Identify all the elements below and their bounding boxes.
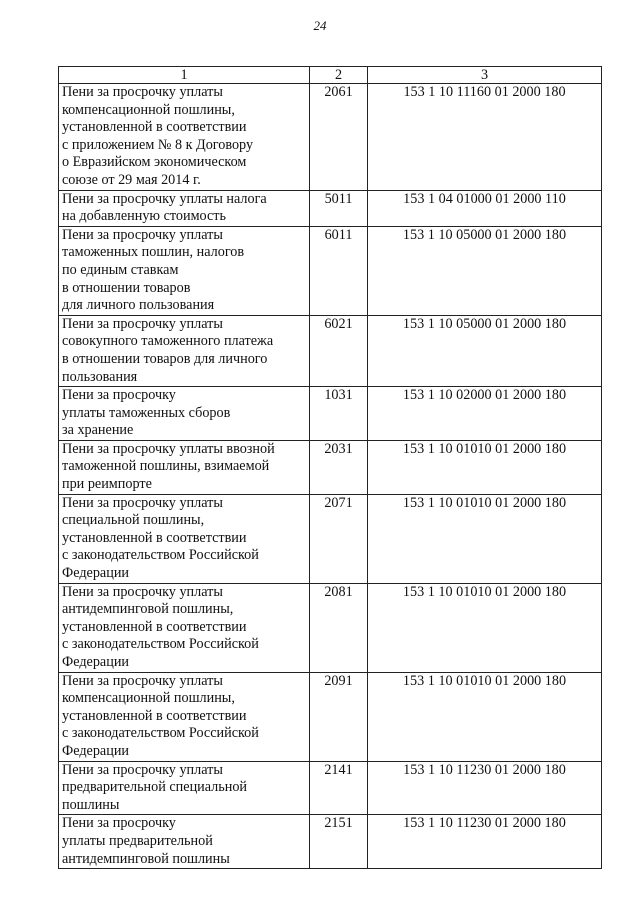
payment-code: 6011 <box>310 226 368 315</box>
column-header-3: 3 <box>368 67 602 84</box>
payment-code: 2151 <box>310 815 368 869</box>
payment-code: 2081 <box>310 583 368 672</box>
table-row <box>59 190 602 226</box>
table-row <box>59 494 602 583</box>
column-header-1: 1 <box>59 67 310 84</box>
budget-classification-code: 153 1 10 01010 01 2000 180 <box>368 672 602 761</box>
payment-code: 2061 <box>310 84 368 191</box>
payment-name: Пени за просрочку уплаты таможенных пошлин, налогов по единым ставкам в отношении товаров для личного пользования <box>59 226 310 315</box>
payment-name: Пени за просрочку уплаты компенсационной пошлины, установленной в соответствии с приложением № 8 к Договору о Евразийском экономическом союзе от 29 мая 2014 г. <box>59 84 310 191</box>
page-number: 24 <box>313 18 327 33</box>
budget-classification-code: 153 1 10 11160 01 2000 180 <box>368 84 602 191</box>
payment-code: 2091 <box>310 672 368 761</box>
budget-classification-code: 153 1 10 11230 01 2000 180 <box>368 761 602 815</box>
payment-name: Пени за просрочку уплаты предварительной антидемпинговой пошлины <box>59 815 310 869</box>
table-row <box>59 440 602 494</box>
payment-code: 1031 <box>310 387 368 441</box>
budget-classification-code: 153 1 10 01010 01 2000 180 <box>368 583 602 672</box>
budget-classification-code: 153 1 10 05000 01 2000 180 <box>368 226 602 315</box>
payment-code: 5011 <box>310 190 368 226</box>
table-header-row <box>59 67 602 84</box>
payment-name: Пени за просрочку уплаты предварительной специальной пошлины <box>59 761 310 815</box>
payment-name: Пени за просрочку уплаты налога на добавленную стоимость <box>59 190 310 226</box>
payment-name: Пени за просрочку уплаты таможенных сборов за хранение <box>59 387 310 441</box>
payment-codes-table <box>58 66 602 869</box>
budget-classification-code: 153 1 10 01010 01 2000 180 <box>368 494 602 583</box>
table-row <box>59 84 602 191</box>
payment-code: 6021 <box>310 315 368 386</box>
payment-code: 2071 <box>310 494 368 583</box>
table-row <box>59 583 602 672</box>
budget-classification-code: 153 1 10 11230 01 2000 180 <box>368 815 602 869</box>
budget-classification-code: 153 1 04 01000 01 2000 110 <box>368 190 602 226</box>
table-row <box>59 672 602 761</box>
payment-name: Пени за просрочку уплаты специальной пошлины, установленной в соответствии с законодательством Российской Федерации <box>59 494 310 583</box>
table-row <box>59 815 602 869</box>
budget-classification-code: 153 1 10 01010 01 2000 180 <box>368 440 602 494</box>
table-row <box>59 761 602 815</box>
budget-classification-code: 153 1 10 05000 01 2000 180 <box>368 315 602 386</box>
payment-code: 2031 <box>310 440 368 494</box>
payment-name: Пени за просрочку уплаты ввозной таможенной пошлины, взимаемой при реимпорте <box>59 440 310 494</box>
table-row <box>59 315 602 386</box>
table-row <box>59 226 602 315</box>
payment-code: 2141 <box>310 761 368 815</box>
payment-name: Пени за просрочку уплаты совокупного таможенного платежа в отношении товаров для личного пользования <box>59 315 310 386</box>
payment-name: Пени за просрочку уплаты компенсационной пошлины, установленной в соответствии с законодательством Российской Федерации <box>59 672 310 761</box>
table-row <box>59 387 602 441</box>
payment-name: Пени за просрочку уплаты антидемпинговой пошлины, установленной в соответствии с законодательством Российской Федерации <box>59 583 310 672</box>
column-header-2: 2 <box>310 67 368 84</box>
budget-classification-code: 153 1 10 02000 01 2000 180 <box>368 387 602 441</box>
